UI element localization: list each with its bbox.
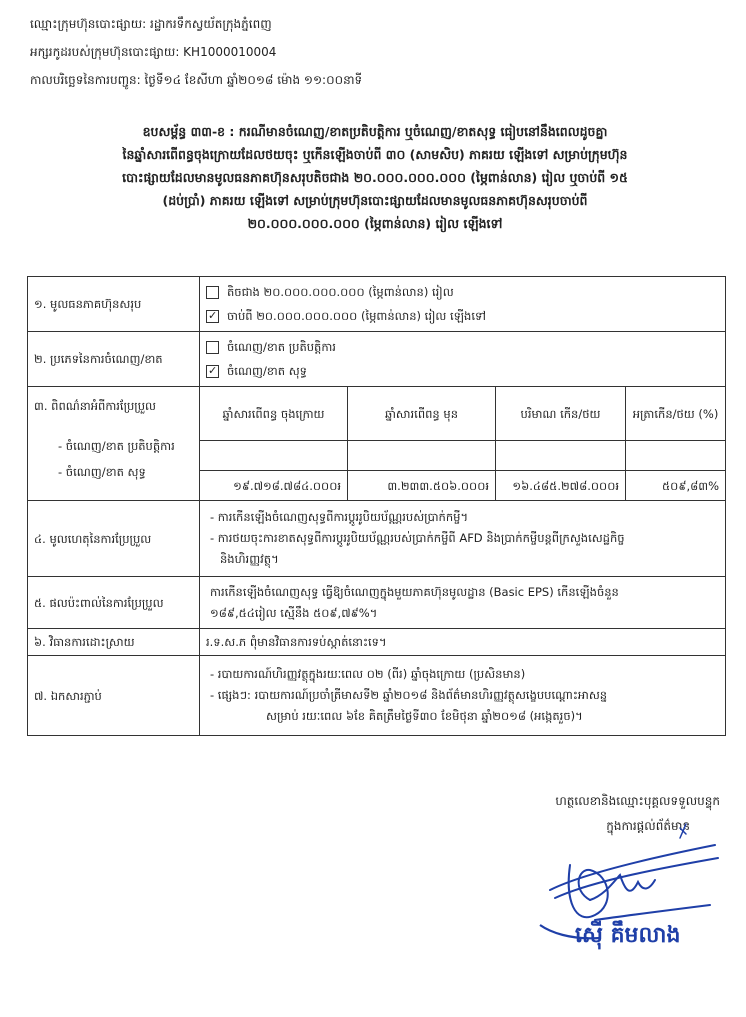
row2-label: ២. ប្រភេទនៃការចំណេញ/ខាត xyxy=(28,332,200,387)
attachment-line: សម្រាប់ រយៈពេល ៦ខែ គិតត្រឹមថ្ងៃទី៣០ ខែមិថុនា ឆ្នាំ២០១៨ (អង្កេតរួច)។ xyxy=(266,709,583,723)
row5-content xyxy=(200,577,726,629)
impact-line: ការកើនឡើងចំណេញសុទ្ធ ធ្វើឱ្យចំណេញក្នុងមួយភាគហ៊ុនមូលដ្ឋាន (Basic EPS) កើនឡើងចំនួន xyxy=(210,584,619,599)
company-name: ឈ្មោះក្រុមហ៊ុនបោះផ្សាយ: រដ្ឋាករទឹកស្វយ័តក្រុងភ្នំពេញ xyxy=(30,17,272,31)
heading-line: ឧបសម្ព័ន្ធ ៣៣-ខ : ករណីមានចំណេញ/ខាតប្រតិបត្តិការ ឬចំណេញ/ខាតសុទ្ធ ធៀបនៅនឹងពេលដូចគ្នា xyxy=(142,124,608,139)
value-change: ១៦.៤៨៥.២៧៨.០០០៛ xyxy=(496,471,626,501)
option-over-20b[interactable] xyxy=(206,304,719,328)
option-label: ចាប់ពី ២០.០០០.០០០.០០០ (ម្ភៃពាន់លាន) រៀល ឡើងទៅ xyxy=(227,309,486,323)
row7-label: ៧. ឯកសារភ្ជាប់ xyxy=(28,656,200,736)
heading-line: ២០.០០០.០០០.០០០ (ម្ភៃពាន់លាន) រៀល ឡើងទៅ xyxy=(247,216,503,231)
disclosure-table xyxy=(27,276,726,736)
heading-line: (ដប់ប្រាំ) ភាគរយ ឡើងទៅ សម្រាប់ក្រុមហ៊ុនបោះផ្សាយដែលមានមូលធនភាគហ៊ុនសរុបចាប់ពី xyxy=(162,193,588,208)
option-label: ចំណេញ/ខាត ប្រតិបត្តិការ xyxy=(227,340,336,354)
reason-line: - ការថយចុះការខាតសុទ្ធពីការប្តូររូបិយប័ណ្ណរបស់ប្រាក់កម្ចីពី AFD និងប្រាក់កម្ចីបន្តពីក្រសួងសេដ្ឋកិច្ច xyxy=(210,531,625,545)
reason-line: និងហិរញ្ញវត្ថុ។ xyxy=(220,552,279,566)
heading-line: នៃឆ្នាំសារពើពន្ធចុងក្រោយដែលថយចុះ ឬកើនឡើងចាប់ពី ៣០ (សាមសិប) ភាគរយ ឡើងទៅ សម្រាប់ក្រុមហ៊ុន xyxy=(122,147,628,162)
signature-image xyxy=(520,820,730,960)
checkbox-unchecked[interactable] xyxy=(206,286,219,299)
attachment-line: - របាយការណ៍ហិរញ្ញវត្ថុក្នុងរយៈពេល ០២ (ពីរ) ឆ្នាំចុងក្រោយ (ប្រសិនមាន) xyxy=(210,667,526,681)
signatory-name: ស៊ើ គឹមលាង xyxy=(575,923,681,948)
option-operating[interactable] xyxy=(206,335,719,359)
row6-content: រ.ទ.ស.ភ ពុំមានវិធានការទប់ស្កាត់នោះទេ។ xyxy=(200,629,726,656)
row3-label: ៣. ពិពណ៌នាអំពីការប្រែប្រួល xyxy=(34,399,156,413)
company-code: អក្សរកូដរបស់ក្រុមហ៊ុនបោះផ្សាយ: KH1000010004 xyxy=(30,45,277,59)
row7-content xyxy=(200,656,726,736)
row5-label: ៥. ផលប៉ះពាល់នៃការប្រែប្រួល xyxy=(28,577,200,629)
annex-heading xyxy=(30,120,720,235)
submission-date: កាលបរិច្ឆេទនៃការបញ្ជូន: ថ្ងៃទី១៤ ខែសីហា ឆ្នាំ២០១៨ ម៉ោង ១១:០០នាទី xyxy=(30,73,363,87)
reason-line: - ការកើនឡើងចំណេញសុទ្ធពីការប្តូររូបិយប័ណ្ណរបស់ប្រាក់កម្ចី។ xyxy=(210,510,469,524)
col-header-change: បរិមាណ កើន/ថយ xyxy=(496,387,626,441)
row1-options xyxy=(200,277,726,332)
impact-line: ១៨៩,៥៤រៀល ស្មើនឹង ៥០៩,៧៩%។ xyxy=(210,605,378,620)
col-header-rate: អត្រាកើន/ថយ (%) xyxy=(626,387,726,441)
checkbox-checked[interactable] xyxy=(206,310,219,323)
row1-label: ១. មូលធនភាគហ៊ុនសរុប xyxy=(28,277,200,332)
option-label: តិចជាង ២០.០០០.០០០.០០០ (ម្ភៃពាន់លាន) រៀល xyxy=(227,285,454,299)
col-header-latest: ឆ្នាំសារពើពន្ធ ចុងក្រោយ xyxy=(200,387,348,441)
attachment-line: - ផ្សេងៗ: របាយការណ៍ប្រចាំត្រីមាសទី២ ឆ្នាំ២០១៨ និងព័ត៌មានហិរញ្ញវត្ថុសង្ខេបបណ្ដោះអាសន្ន xyxy=(210,688,608,702)
row6-label: ៦. វិធានការដោះស្រាយ xyxy=(28,629,200,656)
cell-empty xyxy=(348,441,496,471)
row3-sub-net: - ចំណេញ/ខាត សុទ្ធ xyxy=(58,465,146,479)
row2-options xyxy=(200,332,726,387)
option-net[interactable] xyxy=(206,359,719,383)
option-under-20b[interactable] xyxy=(206,280,719,304)
heading-line: បោះផ្សាយដែលមានមូលធនភាគហ៊ុនសរុបតិចជាង ២០.០០០.០០០.០០០ (ម្ភៃពាន់លាន) រៀល ឬចាប់ពី ១៥ xyxy=(122,170,628,185)
row4-label: ៤. មូលហេតុនៃការប្រែប្រួល xyxy=(28,501,200,577)
row3-sub-operating: - ចំណេញ/ខាត ប្រតិបត្តិការ xyxy=(58,439,175,453)
option-label: ចំណេញ/ខាត សុទ្ធ xyxy=(227,364,307,378)
value-latest: ១៩.៧១៨.៧៨៤.០០០៛ xyxy=(200,471,348,501)
value-rate: ៥០៩,៨៣% xyxy=(626,471,726,501)
row3-label-cell xyxy=(28,387,200,501)
row4-content xyxy=(200,501,726,577)
cell-empty xyxy=(626,441,726,471)
signature-caption-1: ហត្ថលេខានិងឈ្មោះបុគ្គលទទួលបន្ទុក xyxy=(555,794,720,808)
value-previous: ៣.២៣៣.៥០៦.០០០៛ xyxy=(348,471,496,501)
signature-caption-2: ក្នុងការផ្តល់ព័ត៌មាន xyxy=(606,819,690,833)
checkbox-unchecked[interactable] xyxy=(206,341,219,354)
cell-empty xyxy=(496,441,626,471)
checkbox-checked[interactable] xyxy=(206,365,219,378)
col-header-previous: ឆ្នាំសារពើពន្ធ មុន xyxy=(348,387,496,441)
cell-empty xyxy=(200,441,348,471)
